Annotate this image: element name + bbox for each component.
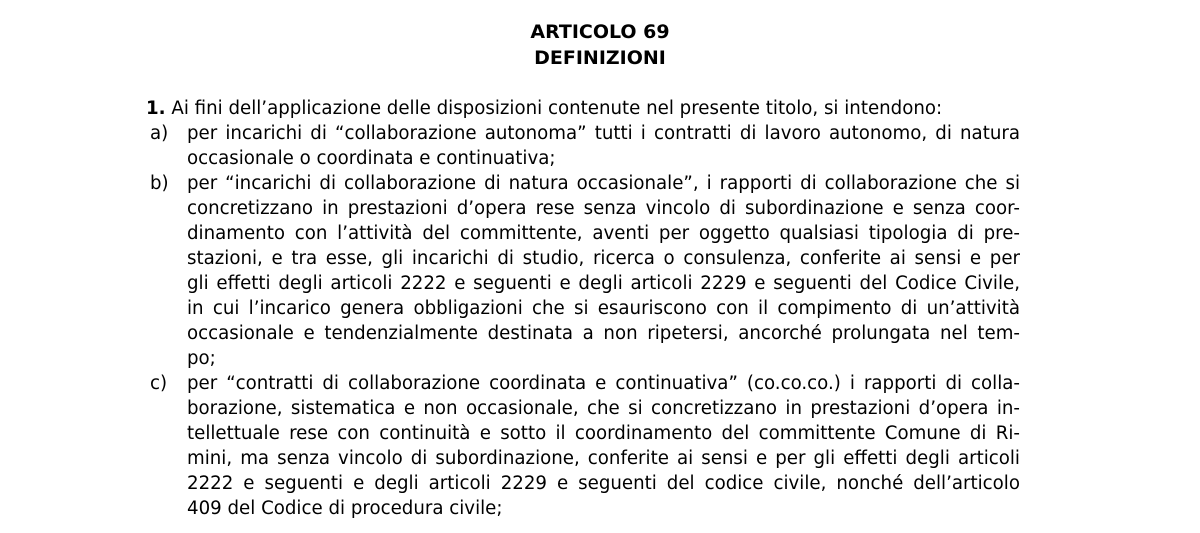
text-line: in cui l’incarico genera obbligazioni che si esauriscono con il compimento di un’attività: [187, 298, 1020, 319]
text-line: occasionale e tendenzialmente destinata a non ripetersi, ancorché prolungata nel tem-: [187, 323, 1020, 344]
text-line: gli effetti degli articoli 2222 e seguenti e degli articoli 2229 e seguenti del Codice Civile,: [187, 273, 1020, 294]
text-line: borazione, sistematica e non occasionale, che si concretizzano in prestazioni d’opera in-: [187, 398, 1020, 419]
text-line: po;: [187, 348, 216, 369]
list-item-b: [150, 171, 1020, 371]
article-title: DEFINIZIONI: [534, 47, 666, 69]
paragraph-intro-text: Ai fini dell’applicazione delle disposizioni contenute nel presente titolo, si intendono:: [171, 98, 943, 119]
text-line: dinamento con l’attività del committente, aventi per oggetto qualsiasi tipologia di pre-: [187, 223, 1020, 244]
list-marker: c): [150, 373, 168, 394]
list-marker: a): [150, 123, 169, 144]
text-line: stazioni, e tra esse, gli incarichi di studio, ricerca o consulenza, conferite ai sensi e per: [187, 248, 1020, 269]
list-item-c: [150, 371, 1020, 521]
text-line: 2222 e seguenti e degli articoli 2229 e seguenti del codice civile, nonché dell’articolo: [187, 473, 1020, 494]
text-line: mini, ma senza vincolo di subordinazione, conferite ai sensi e per gli effetti degli articoli: [187, 448, 1020, 469]
paragraph-intro: [146, 96, 1026, 121]
text-line: per “incarichi di collaborazione di natura occasionale”, i rapporti di collaborazione che si: [187, 173, 1020, 194]
list-item-a: [150, 121, 1020, 171]
list-marker: b): [150, 173, 169, 194]
article-number: ARTICOLO 69: [530, 21, 670, 43]
text-line: 409 del Codice di procedura civile;: [187, 498, 503, 519]
definition-list: [150, 121, 1020, 521]
text-line: per “contratti di collaborazione coordinata e continuativa” (co.co.co.) i rapporti di colla-: [187, 373, 1020, 394]
text-line: concretizzano in prestazioni d’opera rese senza vincolo di subordinazione e senza coor-: [187, 198, 1020, 219]
paragraph-number: 1.: [146, 98, 166, 119]
text-line: per incarichi di “collaborazione autonoma” tutti i contratti di lavoro autonomo, di natura: [187, 123, 1020, 144]
text-line: occasionale o coordinata e continuativa;: [187, 148, 556, 169]
text-line: tellettuale rese con continuità e sotto il coordinamento del committente Comune di Ri-: [187, 423, 1020, 444]
